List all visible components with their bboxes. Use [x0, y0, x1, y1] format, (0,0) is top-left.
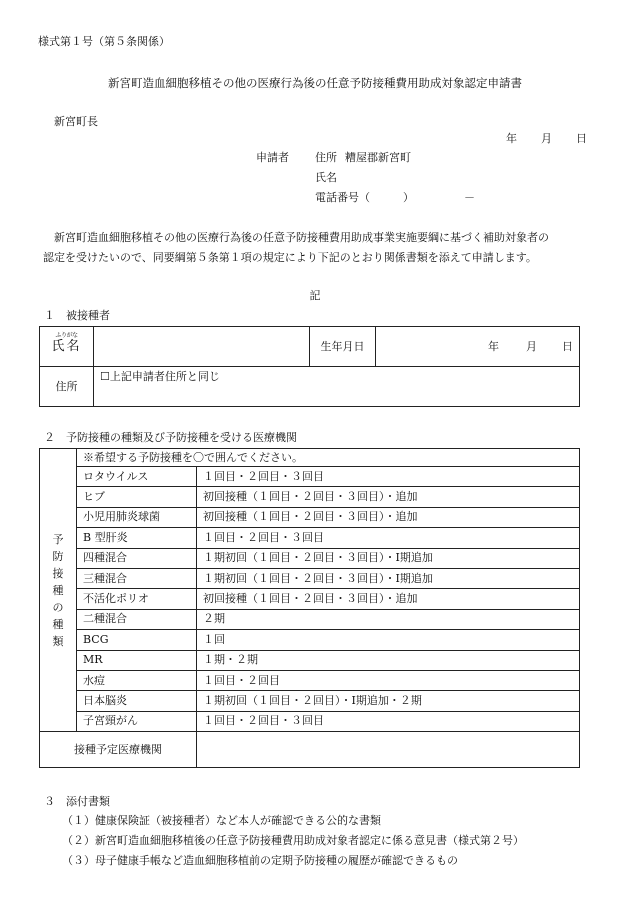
vaccine-row: [40, 487, 580, 507]
recipient-address-field[interactable]: [94, 367, 580, 407]
vaccine-name[interactable]: 小児用肺炎球菌: [77, 507, 197, 527]
body-line-2: 認定を受けたいので、同要綱第５条第１項の規定により下記のとおり関係書類を添えて申請します。: [43, 251, 537, 264]
section3-heading: ３ 添付書類: [44, 795, 110, 808]
vaccine-schedule[interactable]: ２期: [197, 609, 580, 629]
ki-label: 記: [309, 289, 321, 302]
vaccine-name[interactable]: ヒブ: [77, 487, 197, 507]
attachment-item-3: （３）母子健康手帳など造血細胞移植前の定期予防接種の履歴が確認できるもの: [62, 854, 458, 867]
recipient-name-label-cell: [40, 327, 94, 367]
vaccine-name[interactable]: 日本脳炎: [77, 691, 197, 711]
date-month: 月: [541, 132, 552, 145]
vaccine-row: [40, 670, 580, 690]
institution-label: 接種予定医療機関: [40, 732, 197, 768]
institution-row: [40, 732, 580, 768]
vaccine-row: [40, 630, 580, 650]
vaccine-name[interactable]: 子宮頸がん: [77, 711, 197, 731]
vaccine-schedule[interactable]: １回: [197, 630, 580, 650]
vaccine-schedule[interactable]: 初回接種（１回目・２回目・３回目）・追加: [197, 507, 580, 527]
vaccine-name[interactable]: 二種混合: [77, 609, 197, 629]
vaccine-row: [40, 568, 580, 588]
vaccine-row: [40, 609, 580, 629]
vaccine-schedule[interactable]: １回目・２回目・３回目: [197, 528, 580, 548]
vaccine-schedule[interactable]: １回目・２回目・３回目: [197, 711, 580, 731]
applicant-phone-label: 電話番号（: [315, 191, 370, 204]
vaccine-schedule[interactable]: １期初回（１回目・２回目・３回目）・Ⅰ期追加: [197, 568, 580, 588]
vaccine-instruction: ※希望する予防接種を〇で囲んでください。: [77, 449, 580, 467]
vaccine-schedule[interactable]: １期・２期: [197, 650, 580, 670]
applicant-label: 申請者: [256, 151, 289, 164]
vaccine-schedule[interactable]: 初回接種（１回目・２回目・３回目）・追加: [197, 487, 580, 507]
vaccine-name[interactable]: BCG: [77, 630, 197, 650]
vaccine-type-vertical-label: [40, 449, 77, 732]
attachment-item-1: （１）健康保険証（被接種者）など本人が確認できる公的な書類: [62, 814, 381, 827]
vaccine-name[interactable]: 三種混合: [77, 568, 197, 588]
vaccine-name[interactable]: 不活化ポリオ: [77, 589, 197, 609]
applicant-name-label: 氏名: [315, 171, 337, 184]
date-year: 年: [506, 132, 517, 145]
birth-date-label: 生年月日: [310, 327, 376, 367]
applicant-phone-dash: －: [464, 191, 475, 204]
birth-month-label: 月: [526, 340, 537, 353]
vaccine-schedule[interactable]: 初回接種（１回目・２回目・３回目）・追加: [197, 589, 580, 609]
attachment-item-2: （２）新宮町造血細胞移植後の任意予防接種費用助成対象者認定に係る意見書（様式第２号）: [62, 834, 524, 847]
vaccine-table: [39, 448, 580, 768]
vaccine-row: [40, 650, 580, 670]
applicant-address-value: 糟屋郡新宮町: [345, 151, 411, 164]
recipient-table: [39, 326, 580, 407]
form-title: 新宮町造血細胞移植その他の医療行為後の任意予防接種費用助成対象認定申請書: [108, 76, 522, 90]
vertical-label-char: 接: [52, 566, 64, 580]
recipient-name-label: ふりがな 氏名: [51, 331, 82, 354]
vaccine-name[interactable]: ロタウイルス: [77, 467, 197, 487]
institution-field[interactable]: [197, 732, 580, 768]
vaccine-row: [40, 711, 580, 731]
vaccine-name[interactable]: 四種混合: [77, 548, 197, 568]
vaccine-row: [40, 507, 580, 527]
vaccine-schedule[interactable]: １期初回（１回目・２回目・３回目）・Ⅰ期追加: [197, 548, 580, 568]
date-day: 日: [576, 132, 587, 145]
form-number: 様式第１号（第５条関係）: [38, 35, 170, 48]
vaccine-row: [40, 548, 580, 568]
vertical-label-char: 種: [52, 617, 64, 631]
vaccine-row: [40, 691, 580, 711]
vertical-label-char: 予: [52, 532, 64, 546]
vertical-label-char: 防: [52, 549, 64, 563]
addressee: 新宮町長: [54, 115, 98, 128]
vaccine-row: [40, 589, 580, 609]
birth-date-field[interactable]: [376, 327, 580, 367]
vaccine-schedule[interactable]: １回目・２回目・３回目: [197, 467, 580, 487]
recipient-name-field[interactable]: [94, 327, 310, 367]
applicant-address-label: 住所: [315, 151, 337, 164]
vaccine-name[interactable]: B 型肝炎: [77, 528, 197, 548]
birth-day-label: 日: [562, 340, 573, 353]
section2-heading: ２ 予防接種の種類及び予防接種を受ける医療機関: [44, 431, 297, 444]
recipient-address-label: 住所: [40, 367, 94, 407]
vaccine-name[interactable]: MR: [77, 650, 197, 670]
vertical-label-char: 種: [52, 583, 64, 597]
vaccine-row: [40, 467, 580, 487]
vaccine-row: [40, 528, 580, 548]
furigana-label: ふりがな: [55, 331, 78, 339]
recipient-address-row: [40, 367, 580, 407]
vertical-label-char: の: [52, 600, 64, 614]
vaccine-name[interactable]: 水痘: [77, 670, 197, 690]
vaccine-table-body: [40, 449, 580, 768]
same-as-applicant-checkbox[interactable]: ☐上記申請者住所と同じ: [100, 370, 220, 383]
body-line-1: 新宮町造血細胞移植その他の医療行為後の任意予防接種費用助成事業実施要綱に基づく補助対象者の: [54, 231, 549, 244]
recipient-name-row: [40, 327, 580, 367]
section1-heading: １ 被接種者: [44, 309, 110, 322]
birth-year-label: 年: [488, 340, 499, 353]
applicant-phone-close: ）: [403, 191, 414, 204]
vaccine-schedule[interactable]: １回目・２回目: [197, 670, 580, 690]
instruction-row: [40, 449, 580, 467]
vaccine-schedule[interactable]: １期初回（１回目・２回目）・Ⅰ期追加・２期: [197, 691, 580, 711]
vertical-label-char: 類: [52, 634, 64, 648]
